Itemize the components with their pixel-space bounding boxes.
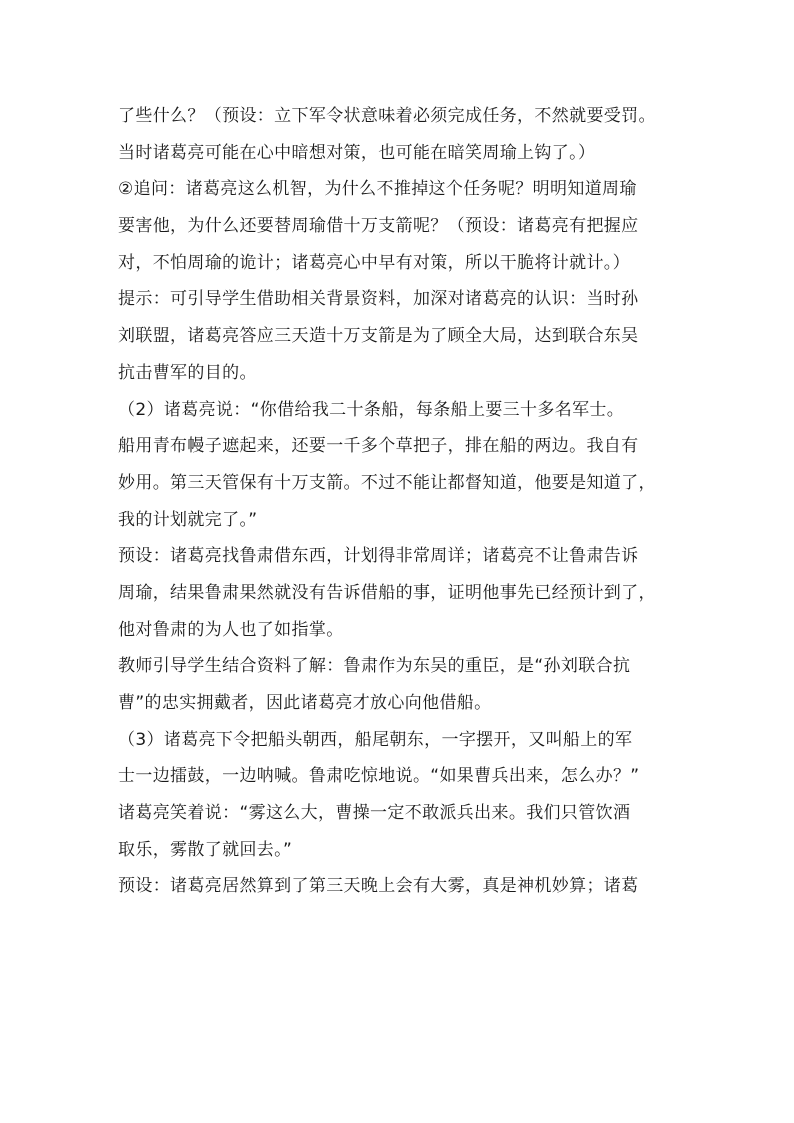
text-line: 妙用。第三天管保有十万支箭。不过不能让都督知道，他要是知道了， — [118, 472, 656, 493]
text-line: 提示：可引导学生借助相关背景资料，加深对诸葛亮的认识：当时孙 — [118, 289, 639, 310]
text-line: 诸葛亮笑着说：“雾这么大，曹操一定不敢派兵出来。我们只管饮酒 — [118, 803, 631, 824]
text-line: 船用青布幔子遮起来，还要一千多个草把子，排在船的两边。我自有 — [118, 436, 639, 457]
document-body — [118, 98, 678, 905]
text-line: 了些什么？（预设：立下军令状意味着必须完成任务，不然就要受罚。 — [118, 106, 656, 126]
text-line: 对，不怕周瑜的诡计；诸葛亮心中早有对策，所以干脆将计就计。） — [118, 252, 630, 273]
text-line: 预设：诸葛亮居然算到了第三天晚上会有大雾，真是神机妙算；诸葛 — [118, 876, 639, 897]
text-line: （3）诸葛亮下令把船头朝西，船尾朝东，一字摆开，又叫船上的军 — [118, 729, 633, 750]
text-line: 当时诸葛亮可能在心中暗想对策，也可能在暗笑周瑜上钩了。） — [118, 142, 596, 163]
text-line: 取乐，雾散了就回去。” — [118, 839, 293, 860]
text-line: 他对鲁肃的为人也了如指掌。 — [118, 619, 344, 640]
text-line: 士一边擂鼓，一边呐喊。鲁肃吃惊地说。“如果曹兵出来，怎么办？” — [118, 766, 640, 787]
text-line: ②追问：诸葛亮这么机智，为什么不推掉这个任务呢？明明知道周瑜 — [118, 179, 637, 200]
text-line: 我的计划就完了。” — [118, 509, 258, 530]
text-line: 周瑜，结果鲁肃果然就没有告诉借船的事，证明他事先已经预计到了， — [118, 582, 656, 603]
text-line: 刘联盟，诸葛亮答应三天造十万支箭是为了顾全大局，达到联合东吴 — [118, 326, 639, 347]
text-line: 曹”的忠实拥戴者，因此诸葛亮才放心向他借船。 — [118, 693, 492, 713]
text-line: （2）诸葛亮说：“你借给我二十条船，每条船上要三十多名军士。 — [118, 399, 625, 420]
text-line: 预设：诸葛亮找鲁肃借东西，计划得非常周详；诸葛亮不让鲁肃告诉 — [118, 546, 639, 567]
text-line: 要害他，为什么还要替周瑜借十万支箭呢？（预设：诸葛亮有把握应 — [118, 216, 639, 237]
text-line: 教师引导学生结合资料了解：鲁肃作为东吴的重臣，是“孙刘联合抗 — [118, 656, 631, 677]
text-line: 抗击曹军的目的。 — [118, 362, 257, 383]
